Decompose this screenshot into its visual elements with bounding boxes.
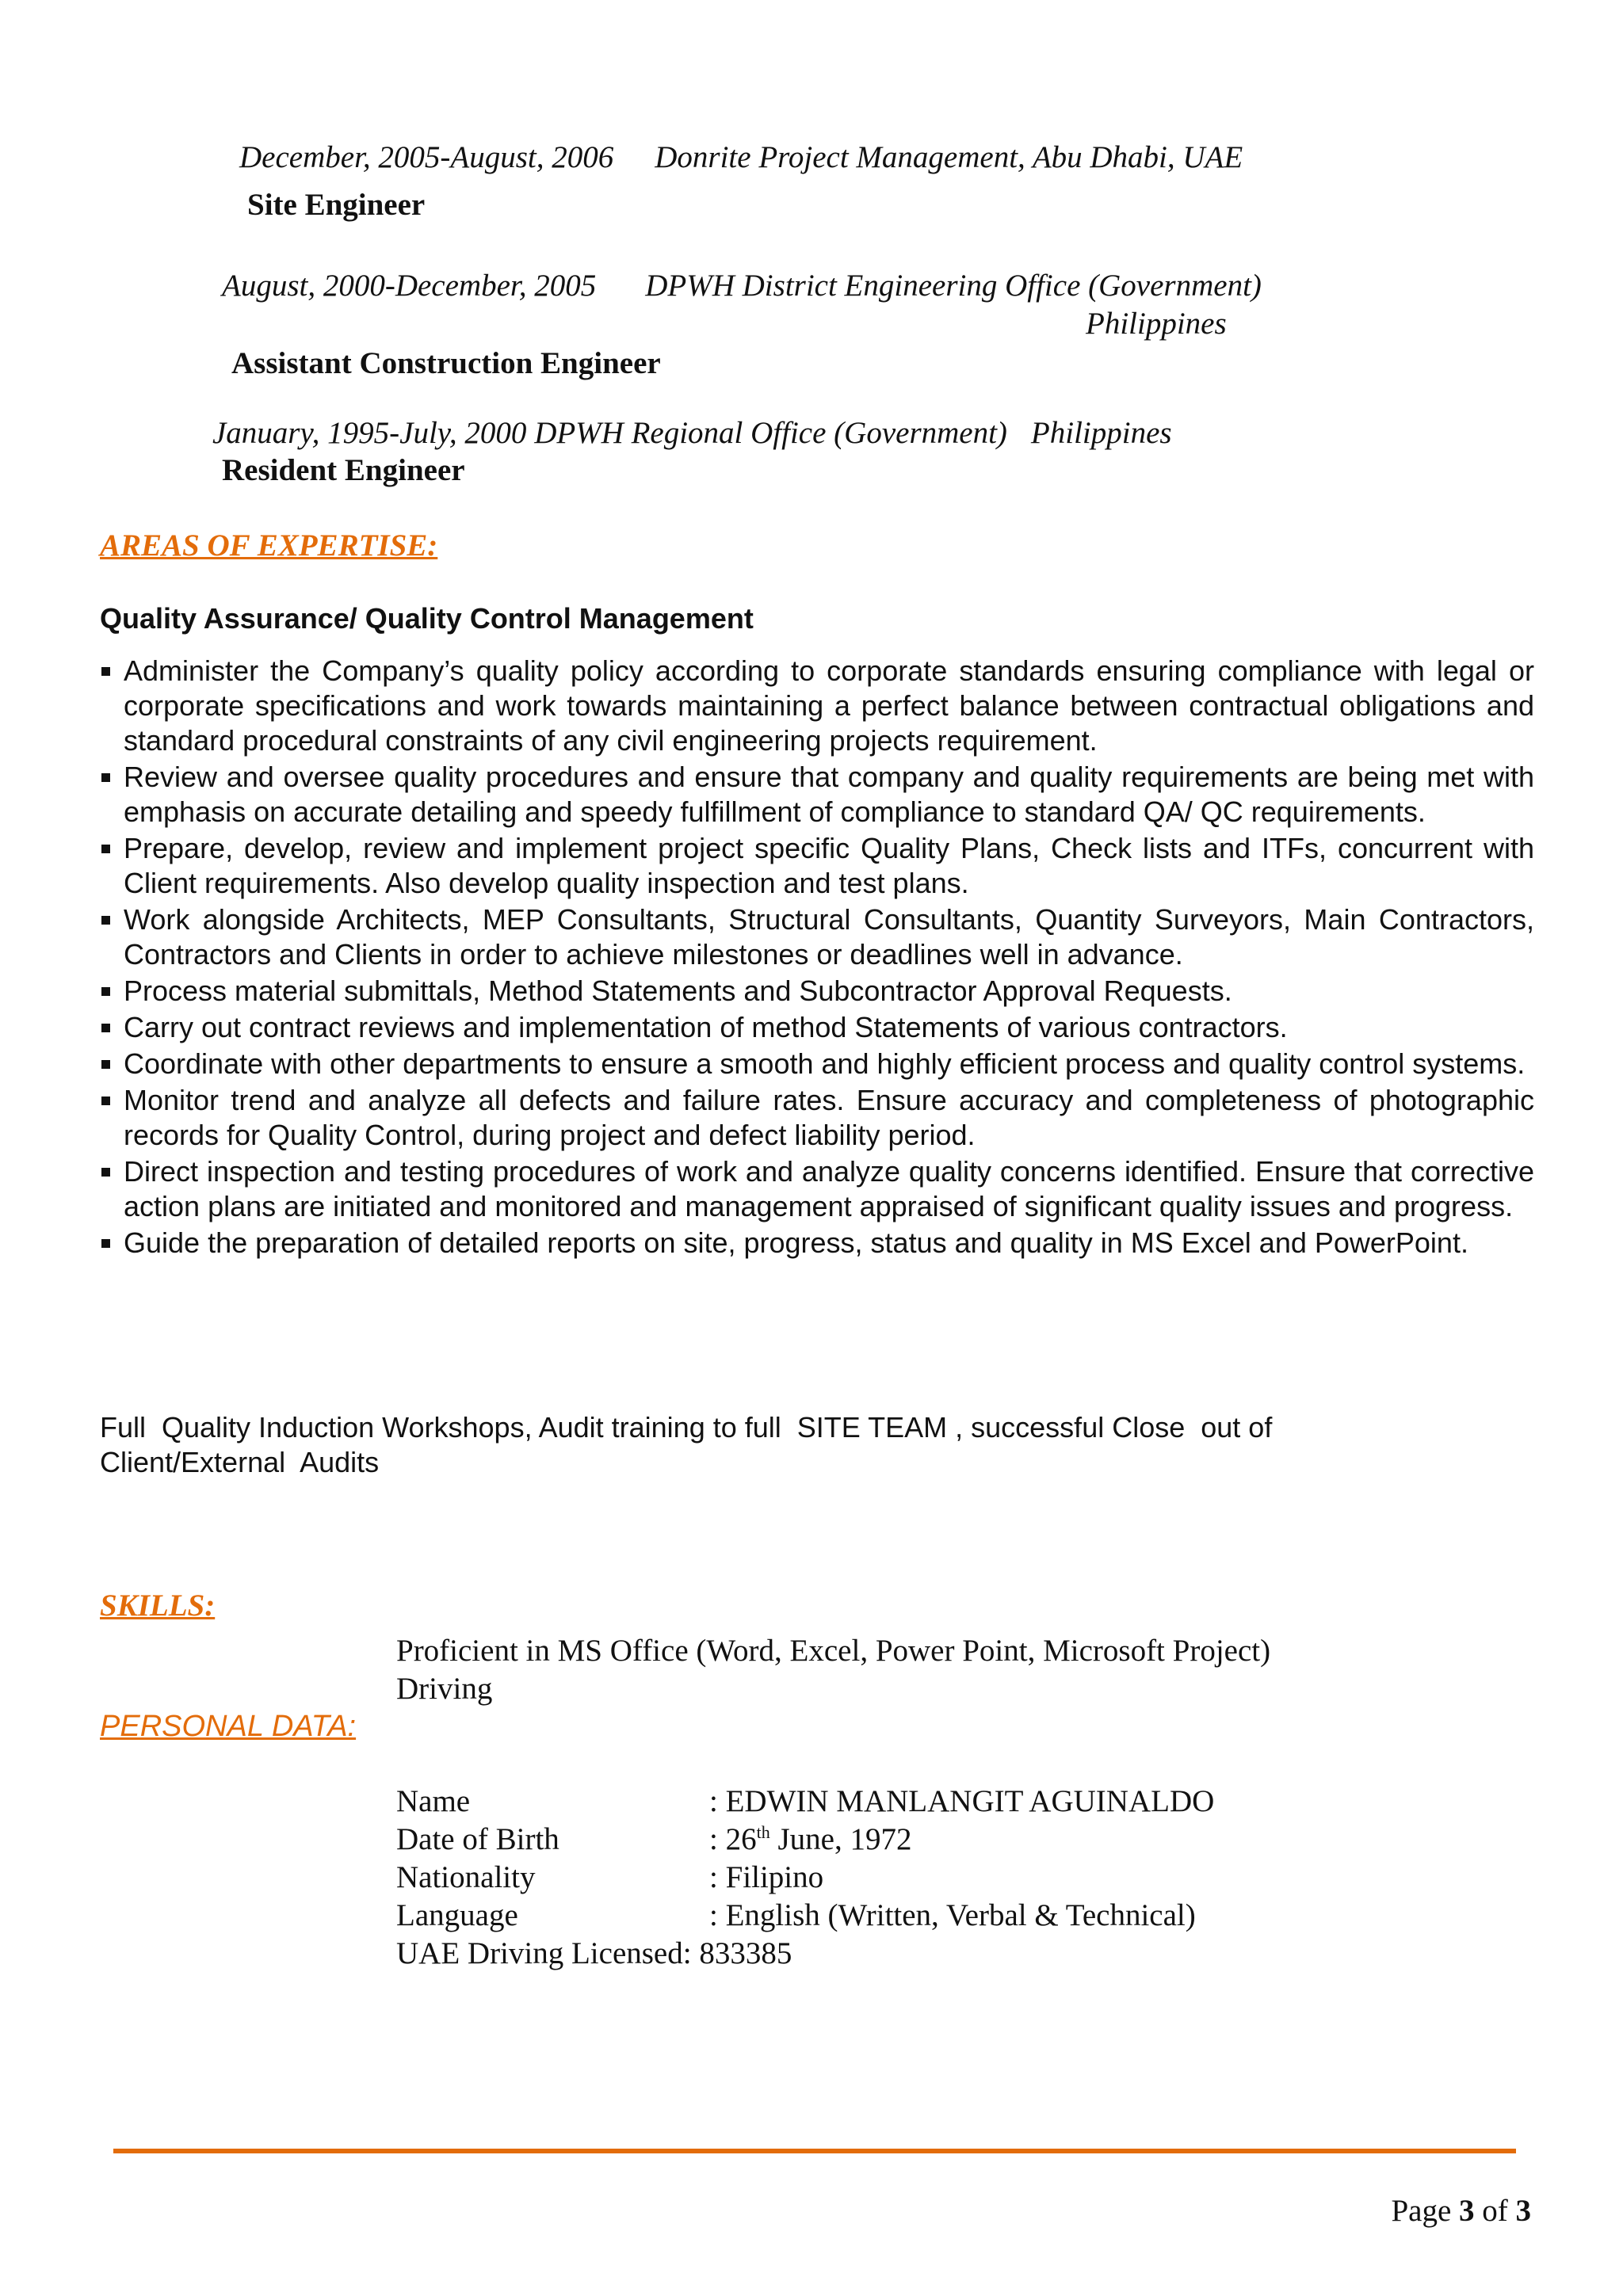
table-row	[396, 1897, 1214, 1935]
job-2-period: August, 2000-December, 2005	[222, 269, 597, 303]
skills-list	[396, 1632, 1270, 1708]
closing-line-1: Full Quality Induction Workshops, Audit training to full SITE TEAM , successful Close out of	[100, 1411, 1273, 1444]
bullet-icon	[101, 1097, 110, 1105]
personal-heading: PERSONAL DATA:	[100, 1710, 357, 1743]
list-item: Prepare, develop, review and implement project specific Quality Plans, Check lists and ITFs, concurrent with Client requirements. Also develop quality inspection and test plans.	[100, 831, 1534, 901]
closing-line-2: Client/External Audits	[100, 1446, 380, 1478]
footer-divider	[113, 2149, 1516, 2153]
table-row	[396, 1821, 1214, 1859]
bullet-icon	[101, 845, 110, 853]
bullet-icon	[101, 1239, 110, 1248]
job-2-line	[222, 268, 1262, 303]
bullet-icon	[101, 773, 110, 782]
job-2-title: Assistant Construction Engineer	[231, 346, 661, 380]
bullet-icon	[101, 1168, 110, 1177]
language-label: Language	[396, 1898, 518, 1932]
job-3-line	[212, 415, 1172, 451]
page-number: Page 3 of 3	[1391, 2194, 1531, 2228]
list-item: Process material submittals, Method Statements and Subcontractor Approval Requests.	[100, 974, 1534, 1009]
bullet-icon	[101, 1024, 110, 1032]
expertise-closing	[100, 1410, 1368, 1480]
job-1-title: Site Engineer	[247, 188, 426, 222]
name-label: Name	[396, 1784, 471, 1818]
job-3-period: January, 1995-July, 2000	[212, 416, 527, 450]
name-value: : EDWIN MANLANGIT AGUINALDO	[709, 1784, 1215, 1818]
bullet-icon	[101, 916, 110, 925]
dob-value: : 26th June, 1972	[709, 1822, 912, 1856]
job-2-location: Philippines	[1086, 307, 1227, 341]
job-3-company: DPWH Regional Office (Government)	[534, 416, 1007, 450]
list-item: Administer the Company’s quality policy according to corporate standards ensuring compliance with legal or corporate specifications and work towards maintaining a perfect balance between contractual obligations and standard procedural constraints of any civil engineering projects requirement.	[100, 654, 1534, 758]
job-1-company: Donrite Project Management, Abu Dhabi, UAE	[655, 140, 1243, 174]
table-row	[396, 1935, 1214, 1973]
license-line: UAE Driving Licensed: 833385	[396, 1936, 792, 1970]
bullet-icon	[101, 1060, 110, 1069]
job-3-title: Resident Engineer	[222, 453, 465, 487]
skills-heading: SKILLS:	[100, 1589, 216, 1623]
bullet-icon	[101, 987, 110, 996]
table-row	[396, 1783, 1214, 1821]
language-value: : English (Written, Verbal & Technical)	[709, 1898, 1196, 1932]
list-item: Monitor trend and analyze all defects and failure rates. Ensure accuracy and completeness of photographic records for Quality Control, during project and defect liability period.	[100, 1083, 1534, 1153]
list-item: Work alongside Architects, MEP Consultants, Structural Consultants, Quantity Surveyors, Main Contractors, Contractors and Clients in order to achieve milestones or deadlines well in advance.	[100, 902, 1534, 972]
skill-item: Proficient in MS Office (Word, Excel, Power Point, Microsoft Project)	[396, 1634, 1271, 1668]
expertise-heading: AREAS OF EXPERTISE:	[100, 528, 438, 563]
dob-label: Date of Birth	[396, 1822, 559, 1856]
job-3-location: Philippines	[1030, 416, 1172, 450]
list-item: Review and oversee quality procedures and ensure that company and quality requirements are being met with emphasis on accurate detailing and speedy fulfillment of compliance to standard QA/ QC requirements.	[100, 760, 1534, 830]
personal-data-table	[396, 1783, 1214, 1973]
list-item: Carry out contract reviews and implementation of method Statements of various contractors.	[100, 1010, 1534, 1045]
expertise-bullet-list	[100, 654, 1534, 1262]
job-1-period: December, 2005-August, 2006	[239, 140, 614, 174]
list-item: Direct inspection and testing procedures of work and analyze quality concerns identified. Ensure that corrective action plans are initiated and monitored and management appraised of significant quality issues and progress.	[100, 1154, 1534, 1224]
list-item: Guide the preparation of detailed reports on site, progress, status and quality in MS Excel and PowerPoint.	[100, 1226, 1534, 1261]
skill-item: Driving	[396, 1672, 493, 1706]
nationality-label: Nationality	[396, 1860, 536, 1894]
nationality-value: : Filipino	[709, 1860, 824, 1894]
bullet-icon	[101, 667, 110, 676]
table-row	[396, 1859, 1214, 1897]
expertise-subheading: Quality Assurance/ Quality Control Management	[100, 602, 754, 635]
job-2-company: DPWH District Engineering Office (Government)	[645, 269, 1262, 303]
job-1-line	[239, 139, 1243, 175]
list-item: Coordinate with other departments to ensure a smooth and highly efficient process and quality control systems.	[100, 1047, 1534, 1081]
